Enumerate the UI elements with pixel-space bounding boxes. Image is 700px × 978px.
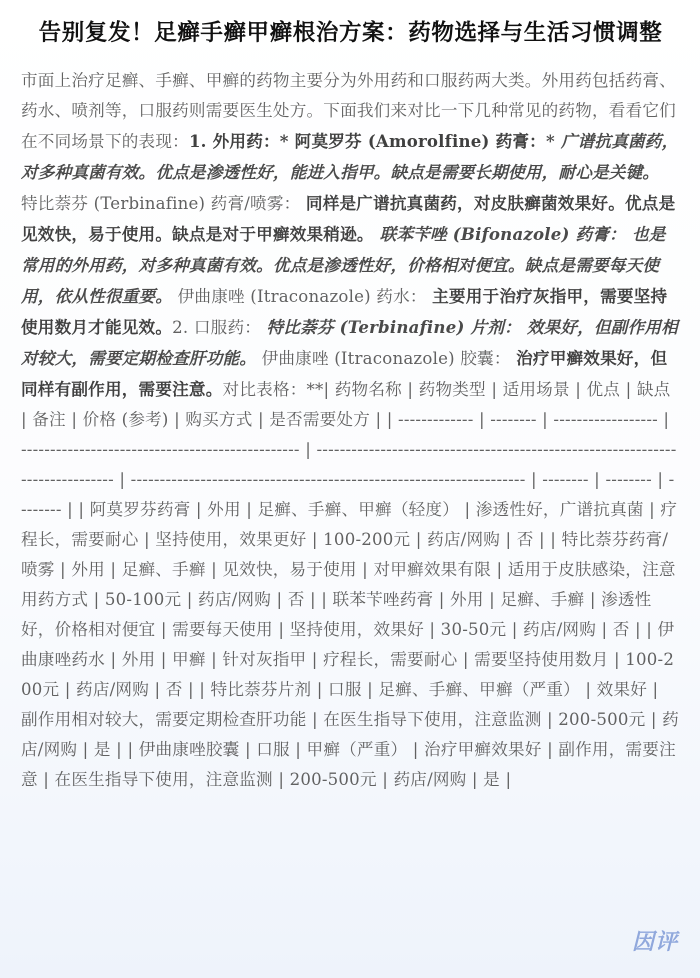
itraconazole-capsule-name: 伊曲康唑 (Itraconazole) 胶囊： — [256, 349, 517, 368]
itraconazole-solution-description: 主要用于治疗灰指甲，需要坚持使用数月才能见效。 — [21, 286, 668, 337]
terbinafine-tablet-item: 特比萘芬 (Terbinafine) 片剂： 效果好，但副作用相对较大，需要定期检查肝功能。 — [21, 317, 678, 368]
terbinafine-cream-name: 特比萘芬 (Terbinafine) 药膏/喷雾： — [21, 194, 306, 213]
amorolfine-description: * 广谱抗真菌药，对多种真菌有效。优点是渗透性好，能进入指甲。缺点是需要长期使用，耐心是关键。 — [21, 131, 679, 182]
itraconazole-solution-name: 伊曲康唑 (Itraconazole) 药水： — [172, 287, 433, 306]
itraconazole-capsule-description: 治疗甲癣效果好，但同样有副作用，需要注意。 — [21, 348, 668, 399]
watermark-logo: 因评 — [631, 930, 678, 955]
article-body — [21, 66, 680, 795]
terbinafine-cream-description: 同样是广谱抗真菌药，对皮肤癣菌效果好。优点是见效快，易于使用。缺点是对于甲癣效果稍逊。 — [21, 193, 676, 244]
section-2-heading: 2. 口服药： — [172, 318, 267, 337]
intro-text: 市面上治疗足癣、手癣、甲癣的药物主要分为外用药和口服药两大类。外用药包括药膏、药水、喷剂等，口服药则需要医生处方。下面我们来对比一下几种常见的药物，看看它们在不同场景下的表现： — [21, 71, 676, 151]
comparison-table-text: 对比表格：**| 药物名称 | 药物类型 | 适用场景 | 优点 | 缺点 | 备注 | 价格 (参考) | 购买方式 | 是否需要处方 | | ------------- | -------- | ------------------ | ------------------------------------------------ | ------------------------------------------------------------------------------ | -------------------------------------------------------------------- | -------- | -------- | -------- | | 阿莫罗芬药膏 | 外用 | 足癣、手癣、甲癣（轻度） | 渗透性好，广谱抗真菌 | 疗程长，需要耐心 | 坚持使用，效果更好 | 100-200元 | 药店/网购 | 否 | | 特比萘芬药膏/喷雾 | 外用 | 足癣、手癣 | 见效快，易于使用 | 对甲癣效果有限 | 适用于皮肤感染，注意用药方式 | 50-100元 | 药店/网购 | 否 | | 联苯苄唑药膏 | 外用 | 足癣、手癣 | 渗透性好，价格相对便宜 | 需要每天使用 | 坚持使用，效果好 | 30-50元 | 药店/网购 | 否 | | 伊曲康唑药水 | 外用 | 甲癣 | 针对灰指甲 | 疗程长，需要耐心 | 需要坚持使用数月 | 100-200元 | 药店/网购 | 否 | | 特比萘芬片剂 | 口服 | 足癣、手癣、甲癣（严重） | 效果好 | 副作用相对较大，需要定期检查肝功能 | 在医生指导下使用，注意监测 | 200-500元 | 药店/网购 | 是 | | 伊曲康唑胶囊 | 口服 | 甲癣（严重） | 治疗甲癣效果好 | 副作用，需要注意 | 在医生指导下使用，注意监测 | 200-500元 | 药店/网购 | 是 | — [21, 380, 679, 789]
section-1-heading: 1. 外用药：* 阿莫罗芬 (Amorolfine) 药膏： — [188, 131, 546, 151]
article-title: 告别复发！足癣手癣甲癣根治方案：药物选择与生活习惯调整 — [38, 20, 663, 46]
bifonazole-item: 联苯苄唑 (Bifonazole) 药膏： 也是常用的外用药，对多种真菌有效。优点是渗透性好，价格相对便宜。缺点是需要每天使用，依从性很重要。 — [21, 224, 666, 306]
